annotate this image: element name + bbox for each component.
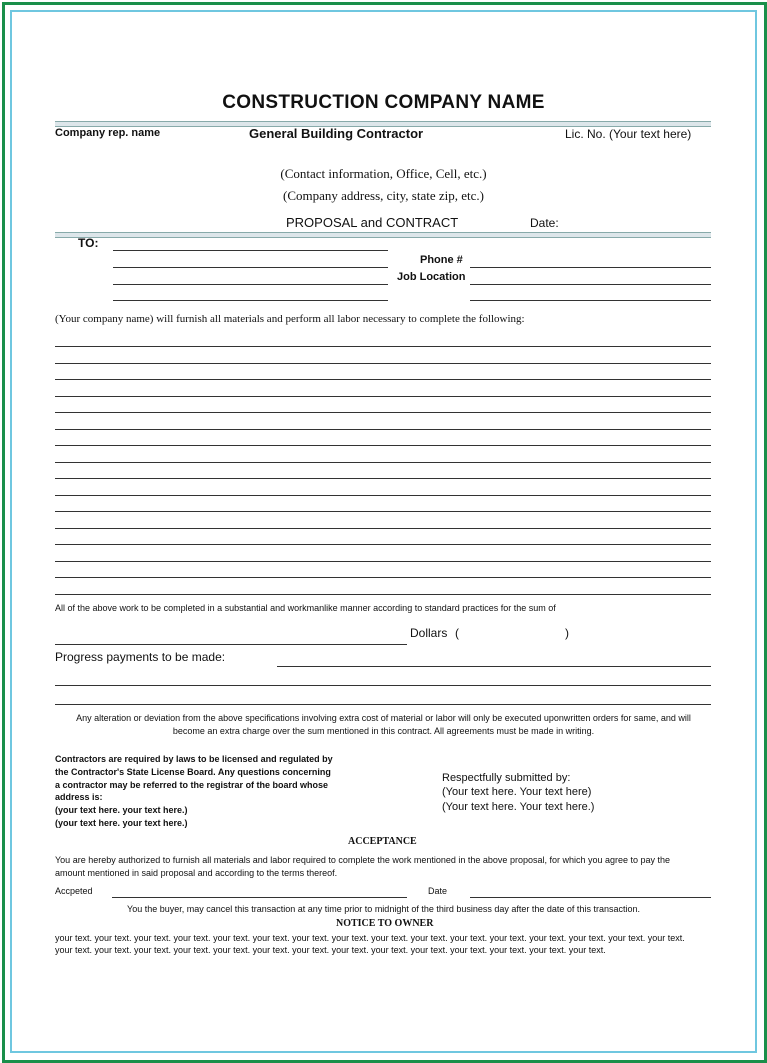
work-line[interactable] [55, 429, 711, 430]
work-line[interactable] [55, 363, 711, 364]
work-line[interactable] [55, 346, 711, 347]
work-line[interactable] [55, 412, 711, 413]
work-line[interactable] [55, 379, 711, 380]
completion-text: All of the above work to be completed in a substantial and workmanlike manner according to standard practices for the sum of [55, 603, 556, 613]
progress-line-3[interactable] [55, 704, 711, 705]
acceptance-date-line[interactable] [470, 897, 711, 898]
acceptance-text-1: You are hereby authorized to furnish all materials and labor required to complete the work mentioned in the above proposal, for which you agree to pay the [55, 855, 671, 865]
license-notice-line-5: (your text here. your text here.) [55, 805, 188, 815]
sum-line[interactable] [55, 644, 407, 645]
dollars-close-paren: ) [565, 626, 569, 640]
notice-line-2: your text. your text. your text. your text. your text. your text. your text. your text. your text. your text. your text. your text. your text. your text. [55, 945, 606, 955]
work-line[interactable] [55, 511, 711, 512]
accepted-label: Accpeted [55, 886, 93, 896]
proposal-title: PROPOSAL and CONTRACT [286, 215, 459, 230]
work-line[interactable] [55, 478, 711, 479]
work-line[interactable] [55, 495, 711, 496]
work-line[interactable] [55, 396, 711, 397]
license-notice-line-6: (your text here. your text here.) [55, 818, 188, 828]
notice-title: NOTICE TO OWNER [336, 918, 434, 929]
acceptance-title: ACCEPTANCE [348, 836, 417, 847]
to-line-2[interactable] [113, 267, 388, 268]
dollars-label: Dollars [410, 626, 448, 640]
accepted-signature-line[interactable] [112, 897, 407, 898]
rep-name: Company rep. name [55, 127, 161, 139]
phone-line[interactable] [470, 267, 711, 268]
progress-label: Progress payments to be made: [55, 650, 226, 664]
acceptance-text-2: amount mentioned in said proposal and according to the terms thereof. [55, 868, 338, 878]
acceptance-date-label: Date [428, 886, 448, 896]
work-line[interactable] [55, 445, 711, 446]
license-notice-line-1: Contractors are required by laws to be licensed and regulated by [55, 754, 333, 764]
proposal-band [55, 232, 711, 238]
to-line-4[interactable] [113, 300, 388, 301]
to-line-1[interactable] [113, 250, 388, 251]
license-notice-line-4: address is: [55, 792, 103, 802]
work-line[interactable] [55, 462, 711, 463]
alteration-line-1: Any alteration or deviation from the above specifications involving extra cost of material or labor will only be executed uponwritten orders for same, and will [76, 713, 691, 723]
notice-line-1: your text. your text. your text. your text. your text. your text. your text. your text. your text. your text. your text. your text. your text. your text. your text. your text. [55, 933, 685, 943]
phone-label: Phone # [420, 254, 463, 266]
work-line[interactable] [55, 577, 711, 578]
work-line[interactable] [55, 544, 711, 545]
contractor-type: General Building Contractor [249, 126, 424, 141]
submitted-line-1: (Your text here. Your text here) [442, 786, 592, 798]
contact-info: (Contact information, Office, Cell, etc.) [280, 166, 487, 181]
company-name: CONSTRUCTION COMPANY NAME [222, 92, 545, 113]
progress-line-1[interactable] [277, 666, 711, 667]
work-line[interactable] [55, 561, 711, 562]
date-label: Date: [530, 216, 559, 230]
license-number: Lic. No. (Your text here) [565, 127, 692, 141]
license-notice-line-2: the Contractor's State License Board. Any questions concerning [55, 767, 331, 777]
to-label: TO: [78, 236, 99, 250]
alteration-line-2: become an extra charge over the sum mentioned in this contract. All agreements must be made in writing. [172, 726, 595, 736]
submitted-label: Respectfully submitted by: [442, 772, 571, 784]
work-line[interactable] [55, 594, 711, 595]
work-line[interactable] [55, 528, 711, 529]
dollars-open-paren: ( [455, 626, 459, 640]
work-intro: (Your company name) will furnish all materials and perform all labor necessary to complete the following: [55, 313, 525, 325]
company-address: (Company address, city, state zip, etc.) [283, 188, 484, 203]
submitted-line-2: (Your text here. Your text here.) [442, 801, 595, 813]
job-location-line[interactable] [470, 284, 711, 285]
job-location-label: Job Location [397, 271, 466, 283]
to-line-3[interactable] [113, 284, 388, 285]
job-location-line-2[interactable] [470, 300, 711, 301]
license-notice-line-3: a contractor may be referred to the registrar of the board whose [55, 780, 329, 790]
progress-line-2[interactable] [55, 685, 711, 686]
cancel-notice: You the buyer, may cancel this transaction at any time prior to midnight of the third business day after the date of this transaction. [127, 904, 640, 914]
